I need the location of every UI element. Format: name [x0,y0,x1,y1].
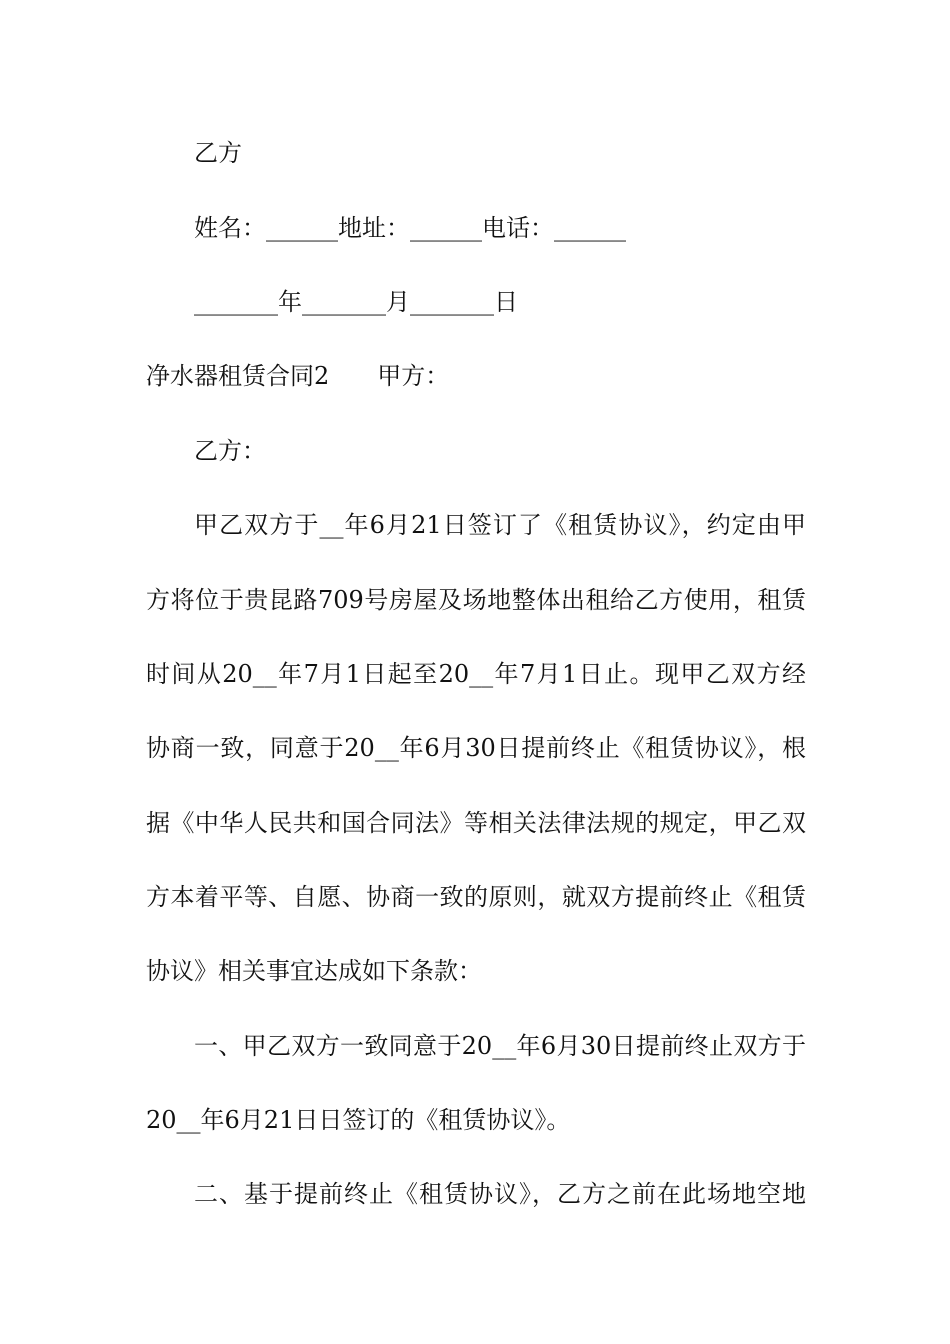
clause-2-line-1: 二、基于提前终止《租赁协议》，乙方之前在此场地空地 [194,1180,806,1208]
contract-title: 净水器租赁合同2 [146,362,330,390]
paragraph-1-line-7: 协议》相关事宜达成如下条款： [146,957,482,985]
contract-title-line [146,358,806,394]
paragraph-1-line-1: 甲乙双方于__年6月21日签订了《租赁协议》，约定由甲 [194,511,806,539]
paragraph-1-line-2: 方将位于贵昆路709号房屋及场地整体出租给乙方使用，租赁 [146,586,806,614]
paragraph-1-line-6: 方本着平等、自愿、协商一致的原则，就双方提前终止《租赁 [146,883,806,911]
clause-1-line-2: 20__年6月21日日签订的《租赁协议》。 [146,1106,571,1134]
paragraph-1-line-4: 协商一致，同意于20__年6月30日提前终止《租赁协议》，根 [146,734,806,762]
paragraph-1-line-3: 时间从20__年7月1日起至20__年7月1日止。现甲乙双方经 [146,660,806,688]
party-b-heading: 乙方 [194,139,242,167]
date-line: _______年_______月_______日 [194,288,518,316]
party-a-label: 甲方： [377,362,450,390]
clause-1-line-1: 一、甲乙双方一致同意于20__年6月30日提前终止双方于 [194,1032,806,1060]
party-b-label: 乙方： [194,437,266,465]
paragraph-1-line-5: 据《中华人民共和国合同法》等相关法律法规的规定，甲乙双 [146,809,806,837]
contact-info-line: 姓名：______地址：______电话：______ [194,214,626,242]
